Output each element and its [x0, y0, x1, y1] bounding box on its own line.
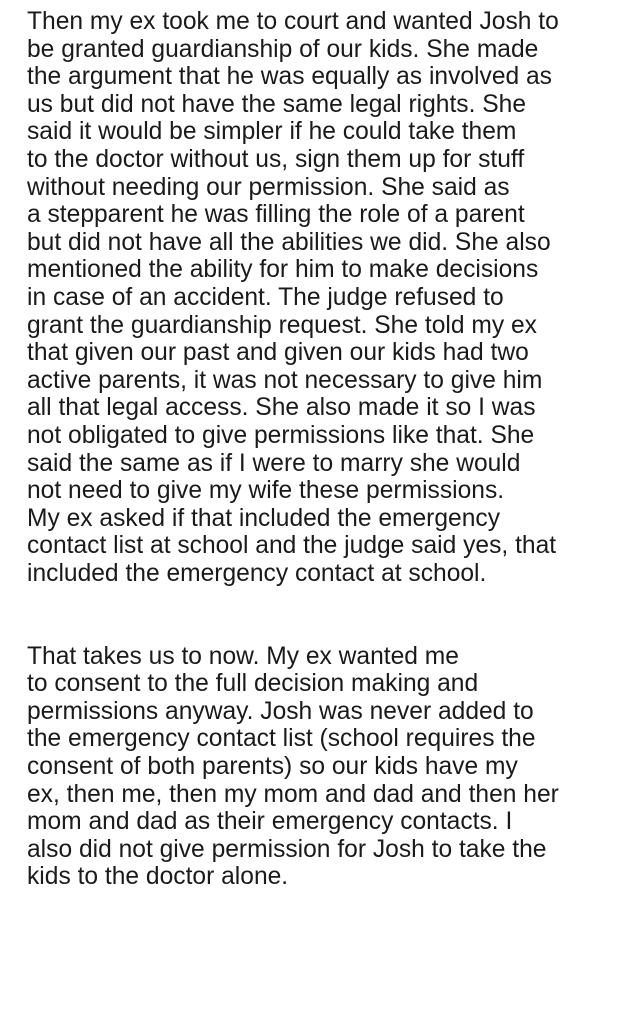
text-line: not need to give my wife these permissions.	[27, 477, 505, 505]
text-line: but did not have all the abilities we did. She also	[27, 228, 551, 256]
text-line: all that legal access. She also made it so I was	[27, 394, 536, 422]
text-line: My ex asked if that included the emergency	[27, 504, 500, 532]
paragraph-current-situation	[27, 643, 627, 891]
text-line: permissions anyway. Josh was never added to	[27, 697, 534, 725]
text-line: in case of an accident. The judge refused to	[27, 283, 504, 311]
text-line: contact list at school and the judge said yes, that	[27, 532, 557, 560]
text-line: the emergency contact list (school requires the	[27, 725, 536, 753]
text-line: to the doctor without us, sign them up for stuff	[27, 145, 525, 173]
paragraph-court-hearing	[27, 8, 627, 587]
text-line: not obligated to give permissions like that. She	[27, 421, 535, 449]
text-line: also did not give permission for Josh to take the	[27, 835, 547, 863]
text-line: said the same as if I were to marry she would	[27, 449, 521, 477]
text-line: Then my ex took me to court and wanted Josh to	[27, 8, 559, 35]
text-line: without needing our permission. She said as	[27, 173, 510, 201]
text-line: that given our past and given our kids had two	[27, 339, 529, 367]
text-line: consent of both parents) so our kids have my	[27, 753, 518, 781]
text-line: kids to the doctor alone.	[27, 863, 289, 891]
text-line: us but did not have the same legal rights. She	[27, 90, 527, 118]
text-line: active parents, it was not necessary to give him	[27, 366, 543, 394]
text-line: be granted guardianship of our kids. She made	[27, 35, 539, 63]
text-line: That takes us to now. My ex wanted me	[27, 642, 459, 670]
text-line: grant the guardianship request. She told my ex	[27, 311, 537, 339]
text-line: said it would be simpler if he could take them	[27, 118, 517, 146]
text-line: the argument that he was equally as involved as	[27, 63, 552, 91]
text-line: a stepparent he was filling the role of a parent	[27, 201, 525, 229]
text-line: mom and dad as their emergency contacts. I	[27, 808, 513, 836]
text-line: included the emergency contact at school.	[27, 559, 487, 587]
text-line: to consent to the full decision making and	[27, 670, 479, 698]
text-line: mentioned the ability for him to make decisions	[27, 256, 539, 284]
paragraph-spacer	[27, 587, 627, 642]
text-line: ex, then me, then my mom and dad and then her	[27, 780, 559, 808]
document-body	[27, 8, 627, 891]
